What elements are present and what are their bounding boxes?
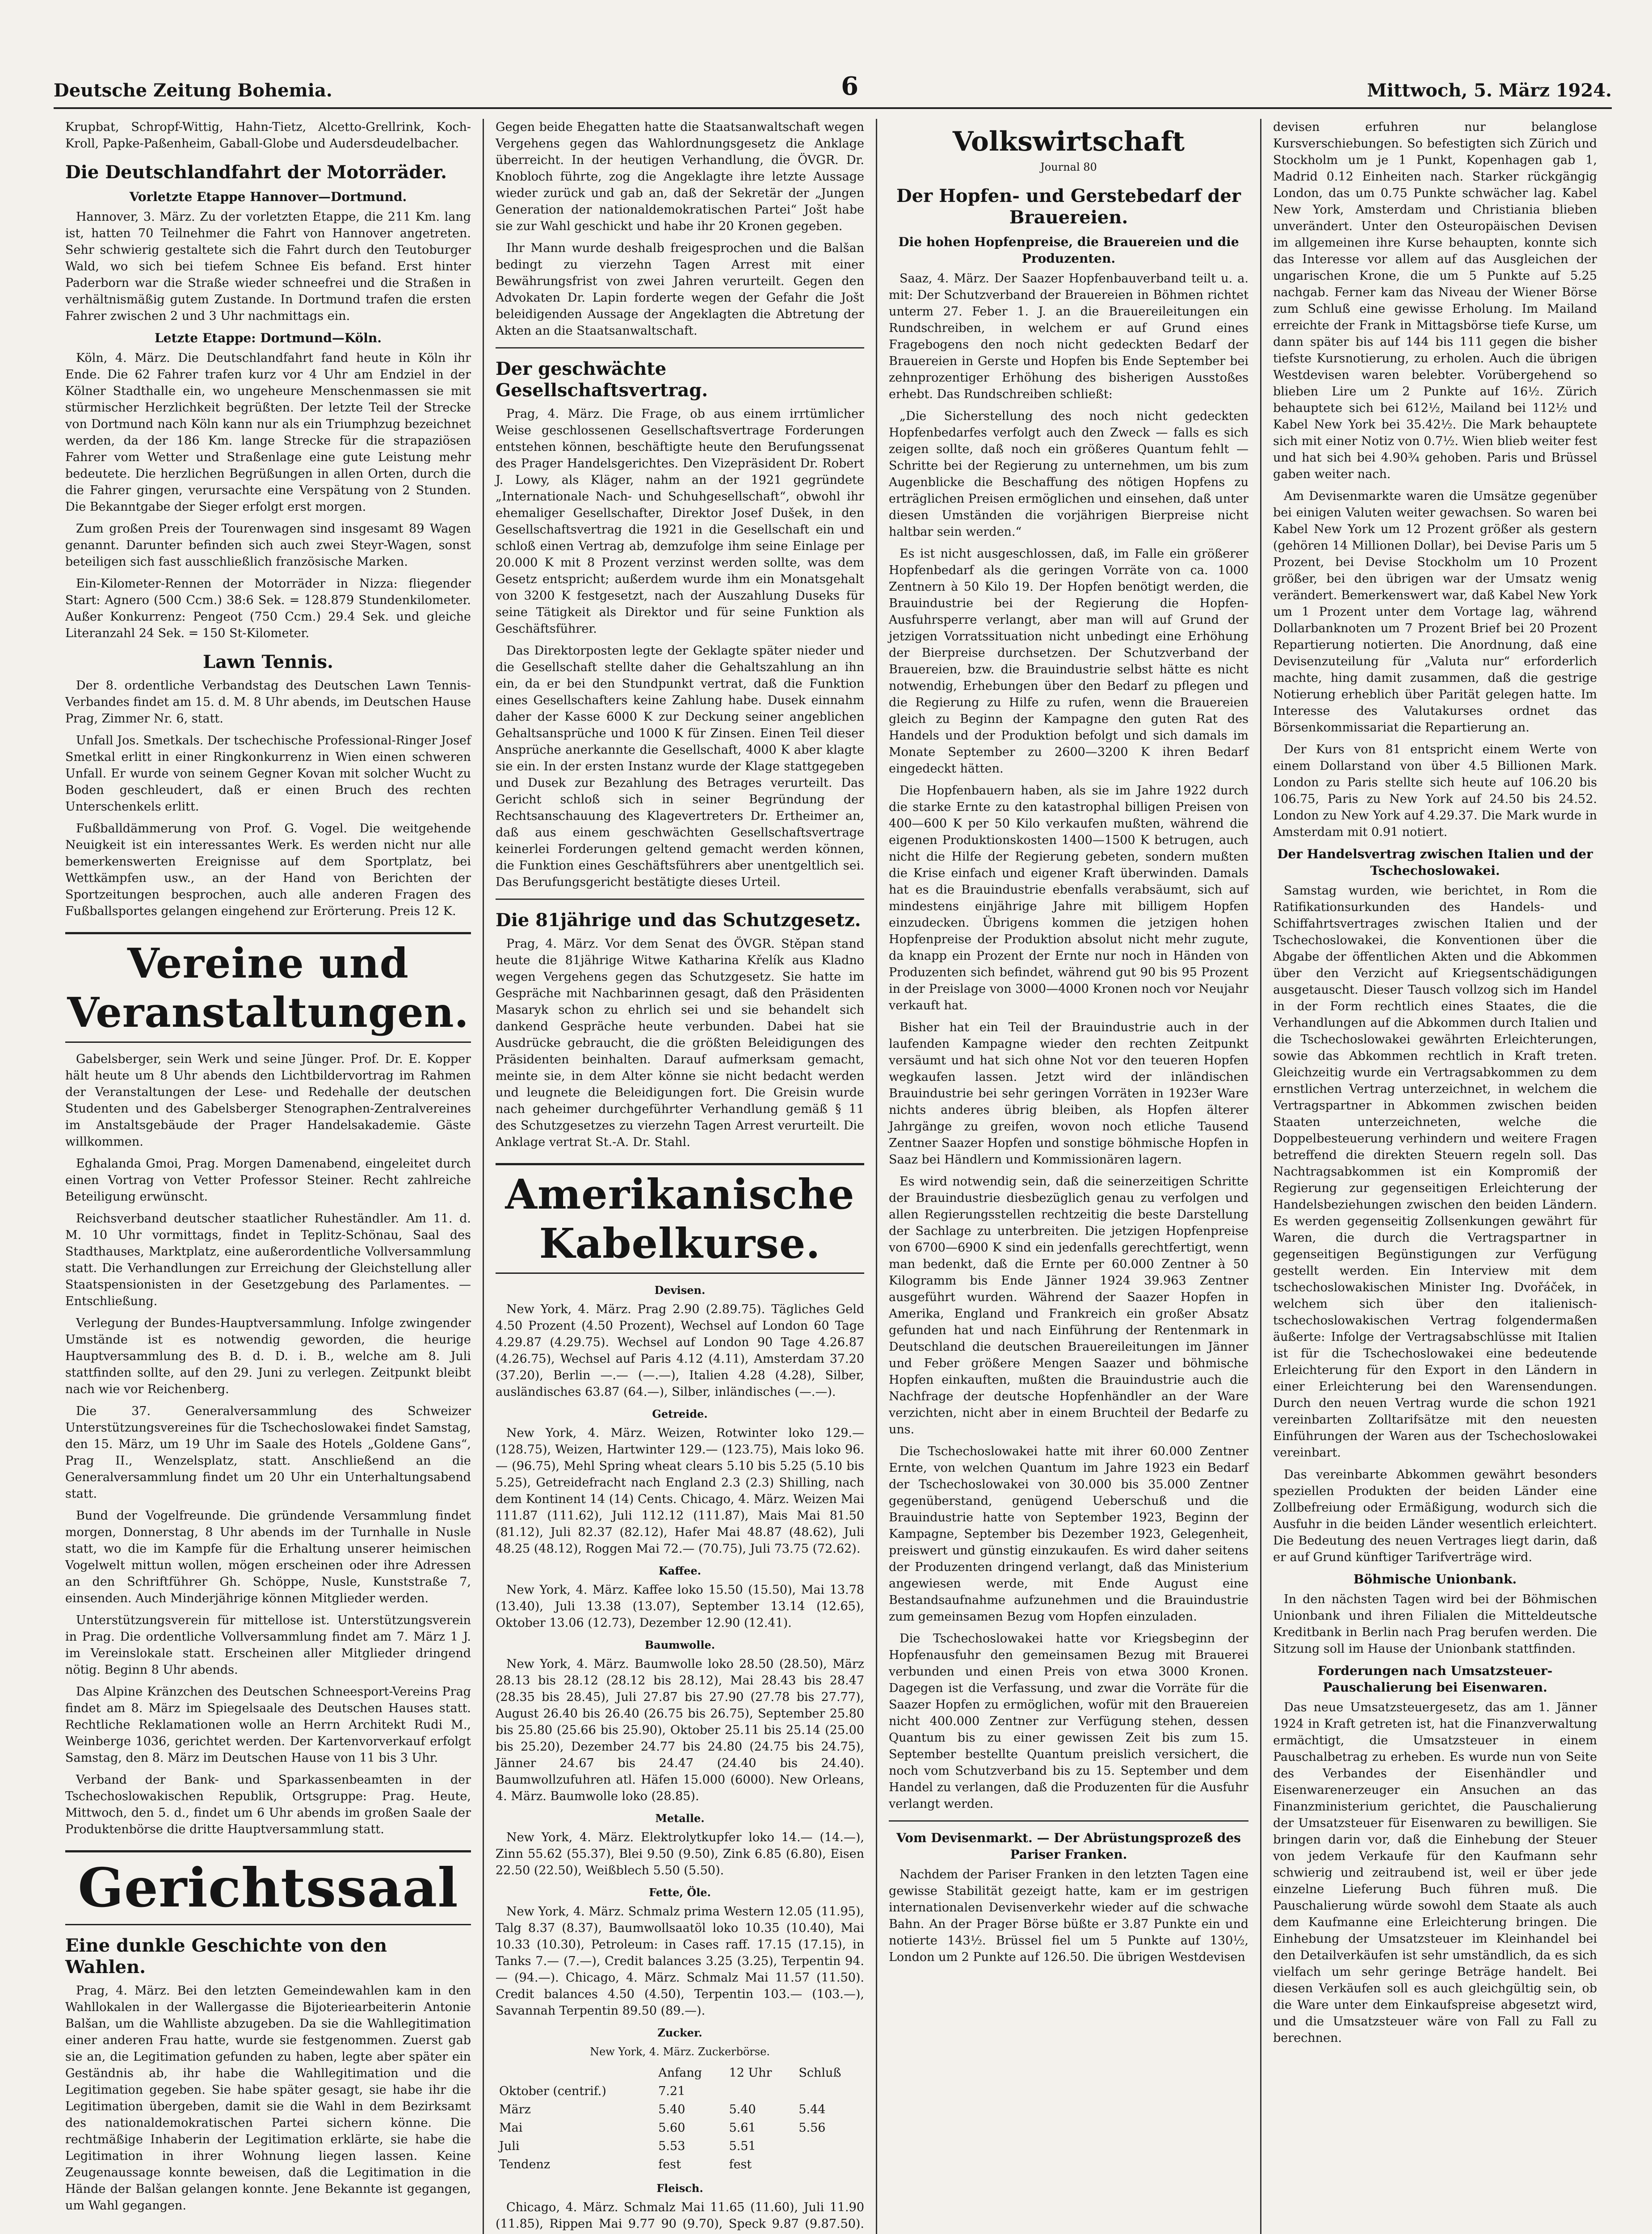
paragraph: Saaz, 4. März. Der Saazer Hopfenbauverband teilt u. a. mit: Der Schutzverband der Brauereien in Böhmen richtet unterm 27. Feber 1. J. an die Brauereileitungen ein Rundschreiben, in welchem er auf Grund eines Fragebogens den noch nicht gedeckten Bedarf der Brauereien in Gerste und Hopfen bis Ende September bei zehnprozentiger Erhöhung des bisherigen Ausstoßes erhebt. Das Rundschreiben schließt: — [889, 272, 1248, 401]
paragraph: Die Hopfenbauern haben, als sie im Jahre 1922 durch die starke Ernte zu den katastrophal billigen Preisen von 400—600 K per 50 Kilo verkaufen mußten, während die eigenen Produktionskosten 1400—1500 K betrugen, auch nicht die Hilfe der Regierung gebeten, sondern mußten die Krise einfach und eigener Kraft überwinden. Damals hat es die Brauindustrie ebenfalls verabsäumt, sich auf mindestens einjährige Jahre mit billigem Hopfen einzudecken. Übrigens kommen die jetzigen hohen Hopfenpreise der Produktion absolut nicht mehr zugute, da knapp ein Prozent der Ernte nur noch in Händen von Produzenten sich befindet, während gut 90 bis 95 Prozent in der Preislage von 3000—4000 Kronen noch vor Neujahr verkauft hat. — [889, 784, 1248, 1012]
article-subheading: Vorletzte Etappe Hannover—Dortmund. — [129, 189, 407, 204]
article-title-gesellschaftsvertrag: Der geschwächte Gesellschaftsvertrag. — [496, 358, 708, 401]
paragraph: Ein-Kilometer-Rennen der Motorräder in Nizza: fliegender Start: Agnero (500 Ccm.) 38:6 Sek. = 128.879 Stundenkilometer. Außer Konkurrenz: Pengeot (750 Ccm.) 29.4 Sek. und gleiche Literanzahl 24 Sek. = 150 St-Kilometer. — [65, 577, 471, 640]
article-title-handelsvertrag: Der Handelsvertrag zwischen Italien und der Tschechoslowakei. — [1277, 847, 1593, 878]
paragraph: Das vereinbarte Abkommen gewährt besonders speziellen Produkten der beiden Länder eine Zollbefreiung oder Ermäßigung, wodurch sich die Ausfuhr in die beiden Länder wesentlich erleichtert. Die Bedeutung des neuen Vertrages liegt darin, daß er auf Grund künftiger Tarifverträge wird. — [1273, 1468, 1597, 1564]
table-cell: Tendenz — [499, 2158, 551, 2171]
paragraph: Gabelsberger, sein Werk und seine Jünger. Prof. Dr. E. Kopper hält heute um 8 Uhr abends den Lichtbildervortrag im Rahmen der Veranstaltungen der Lese- und Redehalle der deutschen Studenten und des Gabelsberger Stenographen-Zentralvereines im Anstaltsgebäude der Prager Handelsakademie. Gäste willkommen. — [65, 1052, 471, 1149]
table-cell: Juli — [499, 2139, 520, 2153]
table-header-cell — [496, 2064, 655, 2082]
market-heading-baumwolle: Baumwolle. — [644, 1638, 715, 1651]
table-cell: 5.53 — [658, 2139, 685, 2153]
section-heading-gerichtssaal: Gerichtssaal — [65, 1850, 471, 1925]
paragraph: Reichsverband deutscher staatlicher Ruheständler. Am 11. d. M. 10 Uhr vormittags, findet in Teplitz-Schönau, Saal des Stadthauses, Marktplatz, eine außerordentliche Vollversammlung statt. Die Verhandlungen zur Erreichung der Gleichstellung aller Staatspensionisten in der Gesetzgebung des Parlamentes. — Entschließung. — [65, 1212, 471, 1308]
article-title-wahlen: Eine dunkle Geschichte von den Wahlen. — [65, 1935, 387, 1978]
paragraph: Zum großen Preis der Tourenwagen sind insgesamt 89 Wagen genannt. Darunter befinden sich auch zwei Steyr-Wagen, sonst beteiligen sich fast ausschließlich französische Marken. — [65, 522, 471, 569]
paragraph: Es ist nicht ausgeschlossen, daß, im Falle ein größerer Hopfenbedarf als die geringen Vorräte von ca. 1000 Zentnern à 50 Kilo 19. Der Hopfen benötigt werden, die Brauindustrie bei der Regierung die Hopfen-Ausfuhrsperre verlangt, aber man will auf Grund der jetzigen Vorratssituation nicht unbedingt eine Erhöhung der Bierpreise durchsetzen. Der Schutzverband der Brauereien, bzw. die Brauindustrie selbst hätte es nicht notwendig, Erhebungen über den Bedarf zu pflegen und die Regierung zu Hilfe zu rufen, wenn die Brauereien gleich zu Beginn der Kampagne den guten Rat des Handels und der Produktion befolgt und sich damals im Monate September zu 2600—3200 K ihren Bedarf eingedeckt hätten. — [889, 547, 1248, 776]
paragraph: Verband der Bank- und Sparkassenbeamten in der Tschechoslowakischen Republik, Ortsgruppe: Prag. Heute, Mittwoch, den 5. d., findet um 6 Uhr abends im großen Saale der Produktenbörse die dritte Hauptversammlung statt. — [65, 1773, 471, 1836]
market-subline: New York, 4. März. Zuckerbörse. — [590, 2045, 770, 2058]
section-subline: Journal 80 — [1040, 161, 1097, 173]
paragraph: Der 8. ordentliche Verbandstag des Deutschen Lawn Tennis-Verbandes findet am 15. d. M. 8 Uhr abends, im Deutschen Hause Prag, Zimmer Nr. 6, statt. — [65, 679, 471, 726]
section-heading-vereine: Vereine und Veranstaltungen. — [65, 932, 471, 1043]
quote: „Die Sicherstellung des noch nicht gedeckten Hopfenbedarfes verfolgt auch den Zweck — falls es sich zeigen sollte, daß noch ein größeres Quantum fehlt — Schritte bei der Regierung zu unternehmen, um bis zum Augenblicke die Beschaffung des nötigen Hopfens zu erträglichen Preisen ermöglichen und einsehen, daß unter diesen Umständen die vorjährigen Bierpreise nicht haltbar sein werden.“ — [889, 409, 1248, 539]
paragraph: Verlegung der Bundes-Hauptversammlung. Infolge zwingender Umstände ist es notwendig geworden, die heurige Hauptversammlung des B. d. D. i. B., welche am 8. Juli stattfinden sollte, auf den 29. Juni zu verlegen. Zeitpunkt bleibt nach wie vor Reichenberg. — [65, 1316, 471, 1396]
paragraph: Samstag wurden, wie berichtet, in Rom die Ratifikationsurkunden des Handels- und Schiffahrtsvertrages zwischen Italien und der Tschechoslowakei, die Konventionen über die Abgabe der öffentlichen Akten und die Abkommen über den Verzicht auf Kriegsentschädigungen ausgetauscht. Dieser Tausch vollzog sich im Handel in der Form rechtlich eines Staates, die die Verhandlungen auf die Abkommen durch Italien und die Tschechoslowakei gewährten Erleichterungen, sowie das Abkommen rechtlich in Kraft treten. Gleichzeitig wurde ein Vertragsabkommen zu dem ernstlichen Vertrag unterzeichnet, in welchem die Vertragspartner in Abkommen zwischen beiden Staaten unterzeichneten, welche die Doppelbesteuerung verhindern und weitere Fragen betreffend die direkten Steuern regeln soll. Das Nachtragsabkommen ist ein Kompromiß der Regierung zur gegenseitigen Erleichterung der Handelsbeziehungen zwischen den beiden Ländern. Es werden gegenseitig Zollsenkungen gewährt für Waren, die durch die Vertragspartner in gegenseitigen Begünstigungen zur Verfügung gestellt werden. Ein Interview mit dem tschechoslowakischen Minister Ing. Dvořáček, in welchem sich über den italienisch-tschechoslowakischen Vertrag folgendermaßen äußerte: Infolge der Vertragsabschlüsse mit Italien ist für die Tschechoslowakei eine bedeutende Erleichterung für den Export in den Ländern in einer Erleichterung bei den Warensendungen. Durch den neuen Vertrag wurde die schon 1921 vereinbarten Zolltarifsätze mit den neuesten Einführungen der Waren aus der Tschechoslowakei vereinbart. — [1273, 884, 1597, 1460]
table-cell — [795, 2137, 864, 2155]
section-heading-kabelkurse: Amerikanische Kabelkurse. — [496, 1163, 864, 1274]
section-heading-volkswirtschaft: Volkswirtschaft — [952, 126, 1185, 157]
market-heading-fleisch: Fleisch. — [656, 2182, 703, 2195]
table-cell: 5.61 — [729, 2121, 756, 2135]
table-cell: 5.44 — [799, 2103, 826, 2116]
paragraph: Das neue Umsatzsteuergesetz, das am 1. Jänner 1924 in Kraft getreten ist, hat die Finanzverwaltung ermächtigt, die Umsatzsteuer in einem Pauschalbetrag zu erheben. Es wurde nun von Seite des Verbandes der Eisenhändler und Eisenwarenerzeuger ein Ansuchen an das Finanzministerium gerichtet, die Pauschalierung der Umsatzsteuer für Eisenwaren zu bewilligen. Sie bringen darin vor, daß die Einhebung der Steuer von jedem Verkaufe für den Kaufmann sehr schwierig und zeitraubend ist, weil er über jede einzelne Lieferung Buch führen muß. Die Pauschalierung würde sowohl dem Staate als auch dem Kaufmanne eine Erleichterung bringen. Die Einhebung der Umsatzsteuer im Kleinhandel bei den Detailverkäufen ist sehr umständlich, da es sich vielfach um sehr geringe Beträge handelt. Bei diesen Verkäufen soll es auch gleichgültig sein, ob die Ware unter dem Einkaufspreise abgesetzt wird, und die Umsatzsteuer wäre von Fall zu Fall zu berechnen. — [1273, 1701, 1597, 2045]
table-cell: 5.56 — [799, 2121, 826, 2135]
table-cell — [795, 2082, 864, 2100]
paragraph: Ihr Mann wurde deshalb freigesprochen und die Balšan bedingt zu vierzehn Tagen Arrest mit einer Bewährungsfrist von zwei Jahren verurteilt. Gegen den Advokaten Dr. Lapin forderte wegen der Gefahr die Jošt beleidigenden Aussage der Angeklagten die Abtretung der Akten an die Staatsanwaltschaft. — [496, 241, 864, 338]
table-header-cell: Anfang — [658, 2066, 702, 2080]
article-subheading: Die hohen Hopfenpreise, die Brauereien und die Produzenten. — [898, 235, 1239, 266]
column-3 — [876, 119, 1260, 2234]
divider — [889, 1820, 1248, 1822]
article-title-devisenmarkt: Vom Devisenmarkt. — Der Abrüstungsprozeß des Pariser Franken. — [896, 1831, 1241, 1862]
article-title-81jaehrige: Die 81jährige und das Schutzgesetz. — [496, 910, 861, 931]
table-cell: 5.40 — [658, 2103, 685, 2116]
paragraph: Es wird notwendig sein, daß die seinerzeitigen Schritte der Brauindustrie diesbezüglich genau zu verfolgen und allen Regierungsstellen rechtzeitig die beste Darstellung der Sachlage zu unterbreiten. Die jetzigen Hopfenpreise von 6700—6900 K sind ein jedenfalls gerechtfertigt, wenn man bedenkt, daß die Ernte per 60.000 Zentner à 50 Kilogramm bis Ende Jänner 1924 39.963 Zentner ausgeführt wurden. Während der Saazer Hopfen in Amerika, England und Frankreich ein großer Absatz gefunden hat und nach Einführung der Rentenmark in Deutschland die deutschen Brauereileitungen im Jänner und Feber größere Mengen Saazer und böhmische Hopfen einkauften, mußten die Brauindustrie auch die Nachfrage der deutsche Hopfenhändler an der Ware verzichten, nicht aber in einem Bruchteil der Bedarfe zu uns. — [889, 1175, 1248, 1436]
market-report: New York, 4. März. Elektrolytkupfer loko 14.— (14.—), Zinn 55.62 (55.37), Blei 9.50 (9.50), Zink 6.85 (6.80), Eisen 22.50 (22.50), Weißblech 5.50 (5.50). — [496, 1831, 864, 1877]
market-report: New York, 4. März. Schmalz prima Western 12.05 (11.95), Talg 8.37 (8.37), Baumwollsaatöl loko 10.35 (10.40), Mai 10.33 (10.30), Petroleum: in Cases raff. 17.15 (17.15), in Tanks 7.— (7.—), Credit balances 3.25 (3.25), Terpentin 94.— (94.—). Chicago, 4. März. Schmalz Mai 11.57 (11.50). Credit balances 4.50 (4.50), Terpentin 103.— (103.—), Savannah Terpentin 89.50 (89.—). — [496, 1905, 864, 2018]
article-title-umsatzsteuer: Forderungen nach Umsatzsteuer-Pauschalierung bei Eisenwaren. — [1317, 1663, 1553, 1695]
article-title-motorrad: Die Deutschlandfahrt der Motorräder. — [65, 162, 447, 183]
paragraph: Krupbat, Schropf-Wittig, Hahn-Tietz, Alcetto-Grellrink, Koch-Kroll, Papke-Paßenheim, Gaball-Globe und Audersdeudelbacher. — [65, 120, 471, 151]
columns — [54, 119, 1612, 2234]
paragraph: Bund der Vogelfreunde. Die gründende Versammlung findet morgen, Donnerstag, 8 Uhr abends im der Turnhalle in Nusle statt, wo die im Kampfe für die Erhaltung unserer heimischen Vogelwelt mittun wollen, mögen erscheinen oder ihre Adressen an den Schriftführer Gh. Schöppe, Nusle, Kunststraße 7, einsenden. Auch Minderjährige können Mitglieder werden. — [65, 1509, 471, 1605]
market-heading-fette: Fette, Öle. — [649, 1886, 711, 1899]
article-subheading: Letzte Etappe: Dortmund—Köln. — [154, 331, 382, 345]
page-header — [54, 71, 1612, 109]
paragraph: Unterstützungsverein für mittellose ist. Unterstützungsverein in Prag. Die ordentliche Vollversammlung findet am 7. März 1 J. im Vereinslokale statt. Erscheinen aller Mitglieder dringend nötig. Beginn 8 Uhr abends. — [65, 1613, 471, 1677]
paragraph: Am Devisenmarkte waren die Umsätze gegenüber bei einigen Valuten weiter gewachsen. So waren bei Kabel New York um 12 Prozent größer als gestern (gehören 14 Millionen Dollar), bei Devise Paris um 5 Prozent, bei Devise Stockholm um 10 Prozent größer, bei den übrigen war der Umsatz wenig verändert. Bemerkenswert war, daß Kabel New York um 1 Prozent unter dem Vortage lag, während Dollarbanknoten um 7 Prozent Brief bei 20 Prozent Repartierung notierten. Die Anordnung, daß eine Devisenzuteilung für „Valuta nur“ erforderlich machte, hing damit zusammen, daß die gestrige Notierung erheblich über Parität gelegen hatte. Im Interesse des Valutakurses ordnet das Börsenkommissariat die Repartierung an. — [1273, 489, 1597, 735]
paragraph: Prag, 4. März. Bei den letzten Gemeindewahlen kam in den Wahllokalen in der Wallergasse die Bijoteriearbeiterin Antonie Balšan, um die Wahlliste abzugeben. Da sie die Wahllegitimation einer anderen Frau hatte, wurde sie festgenommen. Zuerst gab sie an, die Legitimation gefunden zu haben, legte aber später ein Geständnis ab, ihr habe die Wahllegitimation und die Legitimation gegeben. Sie habe später gesagt, sie habe ihr die Legitimation übergeben, damit sie die Wahl in dem Bezirksamt des nationaldemokratischen Partei sichern könne. Die rechtmäßige Inhaberin der Legitimation erklärte, sie habe die Legitimation in ihrer Wohnung liegen lassen. Keine Zeugenaussage konnte beweisen, daß die Legitimation in die Hände der Balšan gelangen konnte. Jene Bekannte ist gegangen, um Wahl gegangen. — [65, 1984, 471, 2213]
paragraph: Die 37. Generalversammlung des Schweizer Unterstützungsvereines für die Tschechoslowakei findet Samstag, den 15. März, um 19 Uhr im Saale des Hotels „Goldene Gans“, Prag II., Wenzelsplatz, statt. Anschließend an die Generalversammlung findet um 20 Uhr ein Unterhaltungsabend statt. — [65, 1404, 471, 1501]
paragraph: Fußballdämmerung von Prof. G. Vogel. Die weitgehende Neuigkeit ist ein interessantes Werk. Es werden nicht nur alle bemerkenswerten Ereignisse auf dem Sportplatz, bei Wettkämpfen usw., an der Hand von Berichten der Sportzeitungen besprochen, auch alle anderen Fragen des Fußballsportes gelangen eingehend zur Erörterung. Preis 12 K. — [65, 822, 471, 918]
table-header-cell: Schluß — [799, 2066, 841, 2080]
page-number: 6 — [841, 71, 859, 101]
table-cell: Mai — [499, 2121, 523, 2135]
column-4 — [1260, 119, 1609, 2234]
article-title-unionbank: Böhmische Unionbank. — [1353, 1572, 1517, 1587]
market-report: New York, 4. März. Prag 2.90 (2.89.75). Tägliches Geld 4.50 Prozent (4.50 Prozent), Wechsel auf London 60 Tage 4.29.87 (4.29.75). Wechsel auf London 90 Tage 4.26.87 (4.26.75), Wechsel auf Paris 4.12 (4.11), Amsterdam 37.20 (37.20), Berlin —.— (—.—), Italien 4.28 (4.28), Silber, ausländisches 63.87 (64.—), Silber, inländisches (—.—). — [496, 1302, 864, 1399]
market-heading-kaffee: Kaffee. — [658, 1564, 701, 1577]
article-title-hopfen: Der Hopfen- und Gerstebedarf der Brauereien. — [896, 185, 1241, 228]
column-2 — [483, 119, 876, 2234]
table-cell: März — [499, 2103, 531, 2116]
article-title-tennis: Lawn Tennis. — [203, 651, 333, 672]
table-cell: Oktober (centrif.) — [499, 2084, 606, 2098]
table-cell: fest — [729, 2158, 752, 2171]
paragraph: Bisher hat ein Teil der Brauindustrie auch in der laufenden Kampagne wieder den rechten Zeitpunkt versäumt und hat sich ohne Not vor den teueren Hopfen wegkaufen lassen. Jetzt wird der inländischen Brauindustrie bei sehr geringen Vorräten in 1923er Ware nichts anderes übrig bleiben, als Hopfen älterer Jahrgänge zu greifen, wovon noch etliche Tausend Zentner Saazer Hopfen und sonstige böhmische Hopfen in Saaz bei Händlern und Kommissionären lagern. — [889, 1020, 1248, 1167]
table-row — [496, 2137, 864, 2155]
paragraph: Eghalanda Gmoi, Prag. Morgen Damenabend, eingeleitet durch einen Vortrag von Vetter Professor Steiner. Recht zahlreiche Beteiligung erwünscht. — [65, 1157, 471, 1204]
table-cell — [795, 2155, 864, 2174]
table-cell: 5.60 — [658, 2121, 685, 2135]
table-cell — [725, 2082, 795, 2100]
paragraph: Die Tschechoslowakei hatte vor Kriegsbeginn der Hopfenausfuhr den gemeinsamen Bezug mit Brauerei verbunden und einen Preis von etwa 3000 Kronen. Dagegen ist die Verfassung, und zwar die Vorräte für die Saazer Hopfen zu ermöglichen, wofür mit den Brauereien nicht 400.000 Zentner zur Verfügung stehen, dessen Quantum bis zu einer gewissen Zeit bis zum 15. September bestellte Quantum preislich versichert, die noch vom Schutzverband bis zu 15. September und dem Handel zu verlangen, daß die Produzenten für die Ausfuhr verlangt werden. — [889, 1632, 1248, 1811]
divider — [496, 347, 864, 349]
paragraph: Nachdem der Pariser Franken in den letzten Tagen eine gewisse Stabilität gezeigt hatte, kam er im gestrigen internationalen Devisenverkehr wieder auf die schwache Bahn. An der Prager Börse büßte er 3.87 Punkte ein und notierte 143½. Brüssel fiel um 5 Punkte auf 130½, London um 2 Punkte auf 126.50. Die übrigen Westdevisen — [889, 1868, 1248, 1964]
table-row — [496, 2119, 864, 2137]
market-heading-metalle: Metalle. — [655, 1812, 705, 1825]
table-row — [496, 2100, 864, 2119]
paragraph: devisen erfuhren nur belanglose Kursverschiebungen. So befestigten sich Zürich und Stockholm um je 1 Punkt, Kopenhagen gab 1, Madrid 0.12 Einheiten nach. Starker rückgängig London, das um 0.75 Punkte schwächer lag. Kabel New York, Amsterdam und Christiania blieben unverändert. Unter den Osteuropäischen Devisen im allgemeinen ihre Kurse behaupten, konnte sich das Interesse vor allem auf das Ausgleichen der ungarischen Krone, die um 5 Punkte auf 5.25 nachgab. Ferner kam das Niveau der Wiener Börse zum Schluß eine gewisse Erholung. Im Mailand erreichte der Frank in Mittagsbörse tiefe Kurse, um dann später bis auf 144 bis 111 gegen die bisher tiefste Kursnotierung, zu erholen. Auch die übrigen Westdevisen waren belebter. Vorübergehend so blieben Lire um 2 Punkte auf 16½. Zürich behauptete sich bei 612½, Mailand bei 112½ und Kabel New York bei 35.42½. Die Mark behauptete sich mit einer Notiz von 0.7½. Wien blieb weiter fest und hat sich bei 4.90¾ gehoben. Paris und Brüssel gaben weiter nach. — [1273, 120, 1597, 481]
issue-date: Mittwoch, 5. März 1924. — [1367, 80, 1612, 101]
table-cell: fest — [658, 2158, 681, 2171]
table-cell: 5.40 — [729, 2103, 756, 2116]
market-heading-getreide: Getreide. — [652, 1407, 708, 1420]
table-cell: 7.21 — [658, 2084, 685, 2098]
table-cell: 5.51 — [729, 2139, 756, 2153]
paragraph: Die Tschechoslowakei hatte mit ihrer 60.000 Zentner Ernte, von welchen Quantum im Jahre 1923 ein Bedarf der Tschechoslowakei von 30.000 bis 35.000 Zentner gegenüberstand, genügend Ueberschuß und die Brauindustrie hatte von September 1923, Beginn der Kampagne, September bis Dezember 1923, Gelegenheit, preiswert und günstig einzukaufen. Es wird daher seitens der Produzenten dringend verlangt, daß das Ministerium angewiesen werde, mit Ende August eine Bestandsaufnahme aufzunehmen und die Brauindustrie zum gemeinsamen Bezug vom Hopfen einzuladen. — [889, 1445, 1248, 1624]
newspaper-name: Deutsche Zeitung Bohemia. — [54, 80, 332, 101]
table-row — [496, 2155, 864, 2174]
paragraph: Prag, 4. März. Vor dem Senat des ÖVGR. Stěpan stand heute die 81jährige Witwe Katharina Křelík aus Kladno wegen Vergehens gegen das Schutzgesetz. Sie hatte im Gespräche mit Nachbarinnen gesagt, daß den Präsidenten Masaryk schon zu ehrlich sei und sie behandelt sich dankend Gespräche heute verbunden. Dabei hat sie Ausdrücke gebraucht, die die größten Beleidigungen des Präsidenten beinhalten. Darauf aufmerksam gemacht, meinte sie, in dem Alter könne sie nicht bedacht werden und leugnete die Beleidigungen fort. Die Greisin wurde nach geheimer durchgeführter Verhandlung gemäß § 11 des Schutzgesetzes zu vierzehn Tagen Arrest verurteilt. Die Anklage vertrat St.-A. Dr. Stahl. — [496, 937, 864, 1149]
table-row — [496, 2082, 864, 2100]
market-report: Chicago, 4. März. Schmalz Mai 11.65 (11.60), Juli 11.90 (11.85), Rippen Mai 9.77 90 (9.70), Speck 9.87 (9.87.50). — [496, 2200, 864, 2231]
column-1 — [54, 119, 483, 2234]
market-report: New York, 4. März. Weizen, Rotwinter loko 129.— (128.75), Weizen, Hartwinter 129.— (123.75), Mais loko 96.— (96.75), Mehl Spring wheat clears 5.10 bis 5.25 (5.10 bis 5.25), Getreidefracht nach England 2.3 (2.3) Shilling, nach dem Kontinent 14 (14) Cents. Chicago, 4. März. Weizen Mai 111.87 (111.62), Juli 112.12 (111.87), Mais Mai 81.50 (81.12), Juli 82.37 (82.12), Hafer Mai 48.87 (48.62), Juli 48.25 (48.12), Roggen Mai 72.— (70.75), Juli 73.75 (72.62). — [496, 1426, 864, 1556]
paragraph: Prag, 4. März. Die Frage, ob aus einem irrtümlicher Weise geschlossenen Gesellschaftsvertrage Forderungen entstehen können, beschäftigte heute den Berufungssenat des Prager Handelsgerichtes. Den Vizepräsident Dr. Robert J. Lowy, als Kläger, nahm an der 1921 gegründete „Internationale Nach- und Schuhgesellschaft“, obwohl ihr ehemaliger Gesellschafter, Direktor Josef Dušek, in den Gesellschaftsvertrag die 1921 in die Gesellschaft ein und schloß einen Vertrag ab, demzufolge ihm seine Einlage per 20.000 K mit 8 Prozent verzinst werden sollte, was dem Gesetz entspricht; außerdem wurde ihm ein Monatsgehalt von 3200 K festgesetzt, nach der Auszahlung Duseks für seine Tätigkeit als Direktor und für seine Funktion als Geschäftsführer. — [496, 407, 864, 636]
market-report: New York, 4. März. Baumwolle loko 28.50 (28.50), März 28.13 bis 28.12 (28.12 bis 28.12), Mai 28.43 bis 28.47 (28.35 bis 28.45), Juli 27.87 bis 27.90 (27.78 bis 27.77), August 26.40 bis 26.40 (26.75 bis 26.75), September 25.80 bis 25.80 (25.66 bis 25.90), Oktober 25.11 bis 25.14 (25.00 bis 25.20), Dezember 24.77 bis 24.80 (24.75 bis 24.75), Jänner 24.67 bis 24.47 (24.40 bis 24.40). Baumwollzufuhren atl. Häfen 15.000 (6000). New Orleans, 4. März. Baumwolle loko (28.85). — [496, 1657, 864, 1803]
sugar-table — [496, 2064, 864, 2174]
paragraph: Köln, 4. März. Die Deutschlandfahrt fand heute in Köln ihr Ende. Die 62 Fahrer trafen kurz vor 4 Uhr am Endziel in der Kölner Stadthalle ein, wo ungeheure Menschenmassen sie mit stürmischer Herzlichkeit begrüßten. Der letzte Teil der Strecke von Dortmund nach Köln kann nur als ein Triumphzug bezeichnet werden, da der 186 Km. lange Strecke für die strapaziösen Fahrer vom Wetter und Straßenlage eine gute Leistung mehr bedeutete. Die herzlichen Begrüßungen in allen Orten, durch die die Fahrer gingen, verursachte eine Verspätung von 2 Stunden. Die Bekanntgabe der Sieger erfolgt erst morgen. — [65, 351, 471, 514]
table-header-row — [496, 2064, 864, 2082]
market-heading-zucker: Zucker. — [657, 2026, 702, 2039]
paragraph: In den nächsten Tagen wird bei der Böhmischen Unionbank und ihren Filialen die Mitteldeutsche Kreditbank in Berlin nach Prag berufen werden. Die Sitzung soll im Hause der Unionbank stattfinden. — [1273, 1592, 1597, 1656]
paragraph: Hannover, 3. März. Zu der vorletzten Etappe, die 211 Km. lang ist, hatten 70 Teilnehmer die Fahrt von Hannover angetreten. Sehr schwierig gestaltete sich die Fahrt durch den Teutoburger Wald, wo sich bei tiefem Schnee Eis befand. Erst hinter Paderborn war die Straße wieder schneefrei und die Straßen in verhältnismäßig gutem Zustande. In Dortmund trafen die ersten Fahrer zwischen 2 und 3 Uhr nachmittags ein. — [65, 210, 471, 323]
divider — [496, 899, 864, 900]
market-report: New York, 4. März. Kaffee loko 15.50 (15.50), Mai 13.78 (13.40), Juli 13.38 (13.07), September 13.14 (12.65), Oktober 13.06 (12.73), Dezember 12.90 (12.41). — [496, 1583, 864, 1630]
market-heading-devisen: Devisen. — [654, 1284, 706, 1297]
paragraph: Das Direktorposten legte der Geklagte später nieder und die Gesellschaft stellte daher die Gehaltszahlung an ihn ein, da er bei den Stundpunkt vertrat, daß die Funktion eines Gesellschafters keine Zahlung habe. Dusek einnahm daher der Kasse 6000 K zur Deckung seiner angeblichen Gehaltsansprüche und 1000 K für Zinsen. Einen Teil dieser Ansprüche anerkannte die Gesellschaft, 4000 K aber klagte sie ein. In der ersten Instanz wurde der Klage stattgegeben und Dusek zur Bezahlung des Betrages verurteilt. Das Gericht schloß sich in seiner Begründung der Rechtsanschauung des Klagevertreters Dr. Ertheimer an, daß aus einem geschwächten Gesellschaftsvertrage keinerlei Forderungen geltend gemacht werden können, die Funktion eines Geschäftsführers aber unentgeltlich sei. Das Berufungsgericht bestätigte dieses Urteil. — [496, 644, 864, 889]
paragraph: Gegen beide Ehegatten hatte die Staatsanwaltschaft wegen Vergehens gegen das Wahlordnungsgesetz die Anklage überreicht. In der heutigen Verhandlung, die ÖVGR. Dr. Knobloch führte, zog die Angeklagte ihre letzte Aussage wieder zurück und gab an, daß der Sekretär der „Jungen Generation der nationaldemokratischen Partei“ Jošt habe sie zur Wahl geschickt und habe ihr 20 Kronen gegeben. — [496, 120, 864, 233]
paragraph: Der Kurs von 81 entspricht einem Werte von einem Dollarstand von über 4.5 Billionen Mark. London zu Paris stellte sich heute auf 106.20 bis 106.75, Paris zu New York auf 24.50 bis 24.52. London zu New York auf 4.29.37. Die Mark wurde in Amsterdam mit 0.91 notiert. — [1273, 743, 1597, 839]
paragraph: Unfall Jos. Smetkals. Der tschechische Professional-Ringer Josef Smetkal erlitt in einer Ringkonkurrenz in Wien einen schweren Unfall. Er wurde von seinem Gegner Kovan mit solcher Wucht zu Boden geschleudert, daß er einen Bruch des rechten Unterschenkels erlitt. — [65, 734, 471, 814]
table-header-cell: 12 Uhr — [729, 2066, 772, 2080]
paragraph: Das Alpine Kränzchen des Deutschen Schneesport-Vereins Prag findet am 8. März im Spiegelsaale des Deutschen Hauses statt. Rechtliche Reklamationen wolle an Herrn Architekt Rudi M., Weinberge 1036, gerichtet werden. Der Kartenvorverkauf erfolgt Samstag, den 8. März im Deutschen Hause von 11 bis 3 Uhr. — [65, 1685, 471, 1765]
